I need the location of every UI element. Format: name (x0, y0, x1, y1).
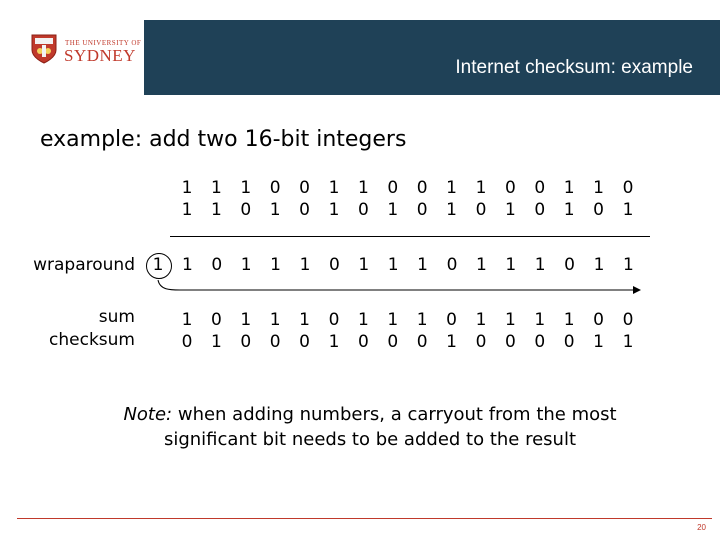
bit-cell: 0 (210, 310, 222, 330)
bit-cell: 1 (593, 332, 604, 352)
bit-cell: 0 (534, 178, 546, 198)
slide-subtitle: example: add two 16-bit integers (40, 127, 407, 152)
logo-big-text: SYDNEY (64, 46, 136, 65)
bit-cell: 0 (240, 332, 252, 352)
bit-cell: 1 (328, 178, 340, 198)
bit-cell: 1 (152, 255, 164, 275)
bit-cell: 1 (446, 178, 457, 198)
bit-cell: 1 (210, 200, 222, 220)
slide-title: Internet checksum: example (455, 57, 693, 78)
bit-cell: 0 (446, 255, 458, 275)
bit-cell: 1 (387, 310, 399, 330)
bit-cell: 1 (357, 178, 369, 198)
bit-cell: 0 (504, 332, 516, 352)
bit-cell: 1 (417, 255, 428, 275)
bit-cell: 1 (475, 310, 487, 330)
bit-cell: 0 (446, 310, 457, 330)
bit-cell: 0 (269, 332, 281, 352)
bit-cell: 1 (358, 255, 370, 275)
bit-cell: 1 (505, 255, 517, 275)
bit-cell: 1 (475, 255, 487, 275)
bit-cell: 1 (534, 255, 546, 275)
bit-cell: 1 (210, 332, 222, 352)
bit-cell: 0 (475, 332, 487, 352)
bit-cell: 0 (593, 310, 604, 330)
footer-line (17, 518, 712, 519)
bit-cell: 1 (387, 200, 399, 220)
bit-cell: 1 (563, 200, 575, 220)
bit-cell: 1 (563, 178, 575, 198)
bit-cell: 0 (299, 178, 310, 198)
row-sum (180, 310, 650, 330)
bit-cell: 0 (299, 200, 310, 220)
bit-cell: 1 (328, 332, 340, 352)
bit-cell: 1 (269, 200, 281, 220)
bit-cell: 0 (328, 255, 340, 275)
note-body: when adding numbers, a carryout from the most significant bit needs to be added to the result (163, 404, 617, 450)
bit-cell: 1 (563, 310, 575, 330)
bit-cell: 1 (446, 200, 457, 220)
bit-cell: 1 (181, 200, 193, 220)
bit-cell: 0 (181, 332, 193, 352)
bit-cell: 0 (416, 200, 428, 220)
bit-cell: 0 (564, 255, 575, 275)
bit-cell: 1 (534, 310, 546, 330)
bit-cell: 0 (328, 310, 340, 330)
checksum-label: checksum (49, 330, 135, 350)
bit-cell: 0 (357, 200, 369, 220)
bit-cell: 0 (387, 178, 399, 198)
bit-cell: 1 (181, 178, 193, 198)
bit-cell: 1 (181, 255, 193, 275)
bit-cell: 1 (387, 255, 399, 275)
bit-cell: 1 (299, 255, 311, 275)
page-number: 20 (697, 523, 706, 532)
bit-cell: 1 (504, 310, 516, 330)
note-prefix: Note: (123, 404, 173, 425)
bit-cell: 1 (269, 310, 281, 330)
bit-cell: 0 (387, 332, 399, 352)
bit-cell: 1 (181, 310, 193, 330)
bit-cell: 1 (240, 178, 252, 198)
bit-cell: 1 (299, 310, 310, 330)
bit-cell: 0 (622, 178, 634, 198)
bit-cell: 1 (622, 255, 634, 275)
bit-cell: 0 (269, 178, 281, 198)
bit-cell: 1 (593, 178, 604, 198)
wraparound-label: wraparound (33, 255, 135, 275)
sum-label: sum (98, 307, 135, 327)
bit-cell: 0 (475, 200, 487, 220)
bit-cell: 1 (240, 255, 252, 275)
bit-cell: 0 (593, 200, 604, 220)
bit-cell: 1 (622, 200, 634, 220)
bit-cell: 0 (563, 332, 575, 352)
bit-cell: 0 (622, 310, 634, 330)
bit-cell: 0 (299, 332, 310, 352)
bit-cell: 0 (534, 332, 546, 352)
bit-cell: 0 (534, 200, 546, 220)
bit-cell: 1 (504, 200, 516, 220)
bit-cell: 1 (210, 178, 222, 198)
bit-cell: 0 (416, 178, 428, 198)
bit-cell: 1 (270, 255, 281, 275)
bit-cell: 1 (622, 332, 634, 352)
note-text (100, 402, 640, 452)
bit-cell: 1 (446, 332, 457, 352)
logo-small-text: THE UNIVERSITY OF (65, 39, 142, 47)
bit-cell: 0 (504, 178, 516, 198)
bit-cell: 1 (357, 310, 369, 330)
bit-cell: 1 (475, 178, 487, 198)
bit-cell: 0 (357, 332, 369, 352)
bit-cell: 0 (416, 332, 428, 352)
bit-cell: 0 (240, 200, 252, 220)
row-checksum (180, 332, 650, 352)
bit-cell: 0 (211, 255, 223, 275)
bit-cell: 1 (328, 200, 340, 220)
bit-cell: 1 (416, 310, 428, 330)
bit-cell: 1 (593, 255, 605, 275)
bit-cell: 1 (240, 310, 252, 330)
